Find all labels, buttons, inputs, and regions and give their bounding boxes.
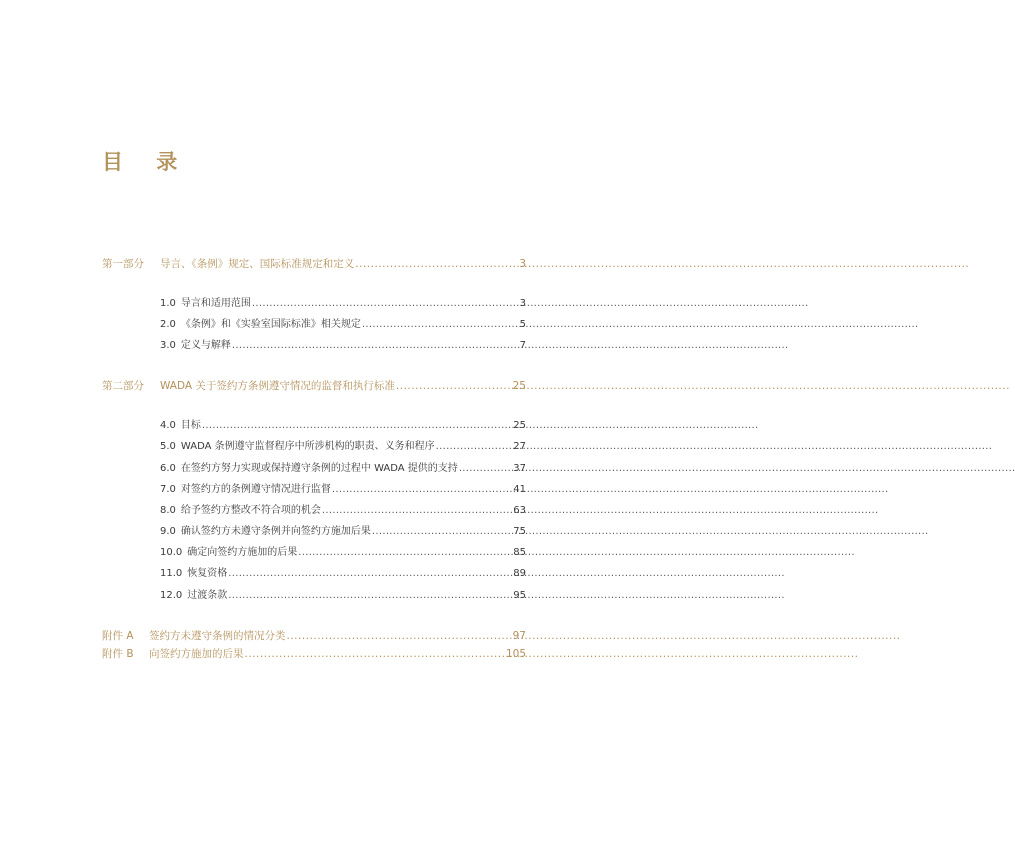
toc-item-number: 7.0: [160, 484, 176, 495]
toc-page-number: 85: [513, 547, 526, 558]
toc-item-number: 1.0: [160, 298, 176, 309]
toc-part-title: WADA 关于签约方条例遵守情况的监督和执行标准: [160, 380, 395, 392]
toc-page-number: 37: [513, 463, 526, 474]
toc-leader-dots: [232, 340, 519, 351]
toc-item-3-0[interactable]: [160, 336, 526, 351]
toc-leader-dots: [362, 319, 519, 330]
toc-item-title: 给予签约方整改不符合项的机会: [180, 505, 321, 516]
toc-appendix-number: 附件 A: [102, 630, 134, 642]
toc-leader-dots: [372, 526, 512, 537]
toc-appendix-title: 向签约方施加的后果: [149, 648, 244, 660]
toc-leader-dots: [245, 648, 505, 660]
toc-item-title: 在签约方努力实现或保持遵守条例的过程中 WADA 提供的支持: [180, 463, 458, 474]
page-title: 目 录: [102, 150, 191, 174]
toc-item-title: 对签约方的条例遵守情况进行监督: [180, 484, 331, 495]
toc-leader-dots: [228, 568, 512, 579]
toc-page-number: 5: [519, 319, 526, 330]
toc-page-number: 3: [519, 298, 526, 309]
toc-item-title: 导言和适用范围: [180, 298, 251, 309]
toc-item-6-0[interactable]: [160, 459, 526, 474]
toc-item-title: 确定向签约方施加的后果: [187, 547, 298, 558]
toc-item-number: 5.0: [160, 441, 176, 452]
toc-leader-dots: [228, 590, 512, 601]
toc-part-title: 导言、《条例》规定、国际标准规定和定义: [160, 258, 355, 270]
toc-item-title: 过渡条款: [187, 590, 228, 601]
toc-appendix-a[interactable]: [102, 628, 526, 643]
toc-item-8-0[interactable]: [160, 501, 526, 516]
toc-page-number: 105: [505, 648, 526, 660]
toc-item-number: 2.0: [160, 319, 176, 330]
toc-item-number: 6.0: [160, 463, 176, 474]
toc-page-number: 7: [519, 340, 526, 351]
toc-leader-dots: [332, 484, 512, 495]
toc-item-number: 12.0: [160, 590, 183, 601]
toc-item-number: 8.0: [160, 505, 176, 516]
toc-item-title: 定义与解释: [180, 340, 231, 351]
toc-item-number: 11.0: [160, 568, 183, 579]
toc-item-number: 3.0: [160, 340, 176, 351]
toc-page-number: 89: [513, 568, 526, 579]
toc-page-number: 3: [519, 258, 526, 270]
toc-item-title: 恢复资格: [187, 568, 228, 579]
toc-page-number: 63: [513, 505, 526, 516]
toc-leader-dots: [396, 380, 512, 392]
toc-page-number: 95: [513, 590, 526, 601]
toc-leader-dots: [436, 441, 513, 452]
toc-item-title: 《条例》和《实验室国际标准》相关规定: [180, 319, 361, 330]
toc-appendix-number: 附件 B: [102, 648, 134, 660]
toc-leader-dots: [252, 298, 519, 309]
toc-item-4-0[interactable]: [160, 416, 526, 431]
toc-page-number: 41: [513, 484, 526, 495]
toc-item-title: WADA 条例遵守监督程序中所涉机构的职责、义务和程序: [180, 441, 435, 452]
toc-item-number: 10.0: [160, 547, 183, 558]
toc-part-1[interactable]: [102, 256, 526, 271]
toc-item-11-0[interactable]: [160, 564, 526, 579]
toc-item-7-0[interactable]: [160, 480, 526, 495]
toc-page-number: 25: [513, 420, 526, 431]
toc-item-title: 目标: [180, 420, 201, 431]
toc-part-number: 第一部分: [102, 258, 144, 270]
toc-page-number: 27: [513, 441, 526, 452]
toc-item-12-0[interactable]: [160, 586, 526, 601]
toc-leader-dots: [298, 547, 512, 558]
toc-item-5-0[interactable]: [160, 437, 526, 452]
toc-page-number: 97: [512, 630, 526, 642]
toc-item-number: 9.0: [160, 526, 176, 537]
toc-part-2[interactable]: [102, 378, 526, 393]
toc-item-10-0[interactable]: [160, 543, 526, 558]
toc-part-number: 第二部分: [102, 380, 144, 392]
toc-appendix-title: 签约方未遵守条例的情况分类: [149, 630, 286, 642]
toc-leader-dots: [459, 463, 512, 474]
toc-item-2-0[interactable]: [160, 315, 526, 330]
toc-item-9-0[interactable]: [160, 522, 526, 537]
toc-leader-dots: [322, 505, 512, 516]
toc-appendix-b[interactable]: [102, 646, 526, 661]
toc-page-number: 25: [512, 380, 526, 392]
toc-leader-dots: [355, 258, 518, 270]
toc-item-1-0[interactable]: [160, 294, 526, 309]
toc-item-number: 4.0: [160, 420, 176, 431]
toc-leader-dots: [202, 420, 512, 431]
toc-page-number: 75: [513, 526, 526, 537]
toc-item-title: 确认签约方未遵守条例并向签约方施加后果: [180, 526, 371, 537]
toc-leader-dots: [287, 630, 512, 642]
